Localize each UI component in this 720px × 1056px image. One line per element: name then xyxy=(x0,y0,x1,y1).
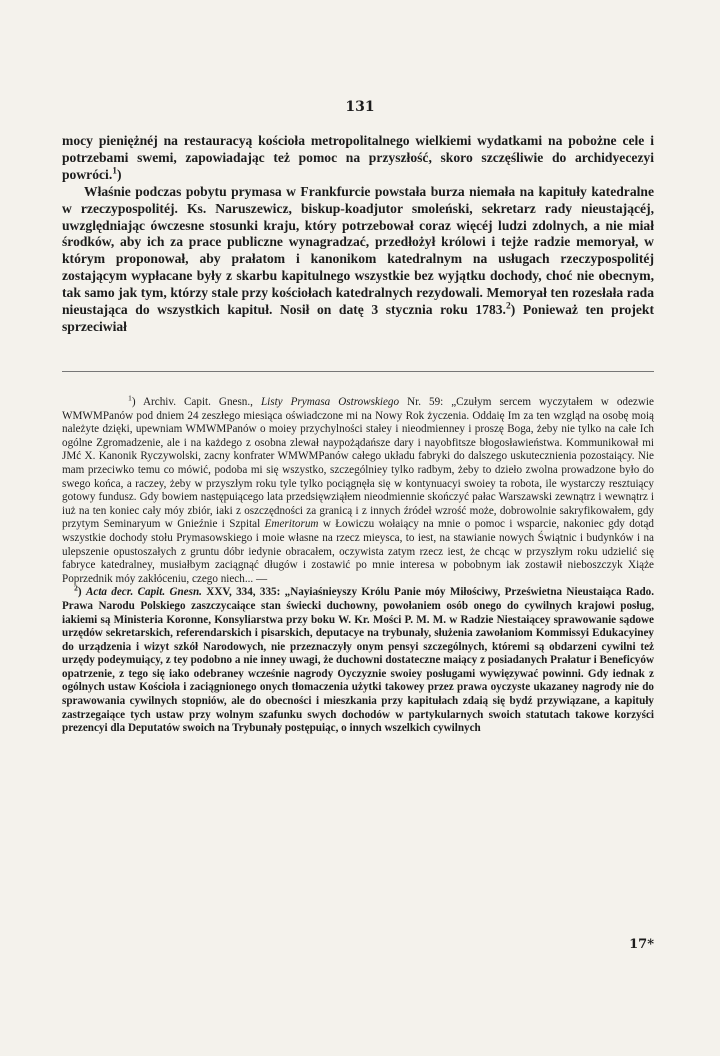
footnote-2: $^2$) Acta decr. Capit. Gnesn. XXV, 334, 335: „Nayiaśnieyszy Królu Panie móy Miłościwy, Prześwietna Nieustaiąca Rado. Prawa Narodu Polskiego zaszczycaiące stan świecki duchowny, powołaniem osób onego do cywilnych krajowi posług, iakiemi są Ministeria Koronne, Konsyliarstwa przy boku W. Kr. Mości P. M. M. w Radzie Niestaiącey sprawowanie sądowe urzędów sekretarskich, referendarskich i pisarskich, deputacye na trybunały, służenia zawołaniom Kommissyi Edukacyiney do urządzenia i wizyt szkół Narodowych, nie przeznaczyły onym pensyi szczególnych, któremi są obdarzeni cywilni też urzędy podeymuiący, z tey podobno a nie inney uwagi, że duchowni dostateczne maiący z posiadanych Prałatur i Beneficyów opatrzenie, z tego się iako odebraney wcześnie nagrody Oyczyznie swoiey posługami wywięzywać powinni. Gdy iednak z ogólnych ustaw Kościoła i zaciągnionego onych tłomaczenia użytki takowey przez prawa oyczyste ukazaney nagrody nie do sprawowania cywilnych stopniów, ale do obecności i mieszkania przy kapitułach zdaią się bydź przywiązane, a kapituły zastrzegaiące tych ustaw przy wolnym szafunku swych dochodów w partykularnych swoich statutach takowe korzyści prezencyi dla Deputatów swoich na Trybunały postępuiąc, o innych wszelkich cywilnych xyxy=(62,583,654,735)
footnote-1-text-2: w Łowiczu wołaiący na mnie o pomoc i wsparcie, nakoniec gdy dotąd wszystkie dochody stołu Prymasowskiego i moie własne na rzecz mieysca, to iest, na stawianie nowych Świątnic i budynków i na ulepszenie opustoszałych z gruntu dóbr iedynie obracałem, oczywista zatym rzecz iest, że chcąc w przyszłym roku udzielić się fabryce katedralney, musiałbym zaciągnąć długów i zostawić po mnie interesa w pobobnym iak zostawił nieboszczyk Xiąże Poprzednik móy zakłóceniu, czego niech... — xyxy=(62,518,654,585)
footnote-2-mark: 2 xyxy=(74,583,78,593)
paragraph-2: Właśnie podczas pobytu prymasa w Frankfurcie powstała burza niemała na kapituły katedralne w rzeczypospolitéj. Ks. Naruszewicz, biskup-koadjutor smoleński, sekretarz rady nieustającéj, uwzględniając ówczesne stosunki kraju, który potrzebował coraz więcéj ludzi zdolnych, a nie miał środków, aby ich za prace publiczne wynagradzać, przedłożył królowi i tejże radzie memoryał, w którym proponował, aby prałatom i kanonikom katedralnym na usługach rzeczypospolitéj zostającym wypłacane były z skarbu kapitulnego wszystkie bez wyjątku dochody, choć nie obecnym, tak samo jak tym, którzy stale przy kościołach katedralnych rezydowali. Memoryał ten rozesłała rada nieustająca do wszystkich kapituł. Nosił on datę 3 stycznia roku 1783.$^2$) Ponieważ ten projekt sprzeciwiał xyxy=(62,183,654,334)
footnote-separator xyxy=(62,371,654,372)
paragraph-2-tail: Ponieważ ten projekt sprzeciwiał xyxy=(62,302,654,334)
page-number: 131 xyxy=(345,99,375,115)
paragraph-1: mocy pieniężnéj na restauracyą kościoła metropolitalnego wielkiemi wydatkami na pobożne cele i potrzebami swemi, zapowiadając też pomoc na przyszłość, skoro szczęśliwie do archidyecezyi powróci.$^1$) xyxy=(62,133,654,182)
footnotes xyxy=(62,393,654,736)
footnote-1-emeritorum: Emeritorum xyxy=(264,518,319,531)
footnote-1-mark: 1 xyxy=(128,393,132,403)
footnote-1-text: Nr. 59: „Czułym sercem wyczytałem w odezwie WMWMPanów pod dniem 24 zeszłego miesiąca oświadczone mi na Nowy Rok życzenia. Oddaię Im za ten wzgląd na osobę moią należyte dzięki, upewniam WMWMPanów o moiey przychylności stałey i nieodmienney i proszę Boga, żeby nie tylko na całe Ich ogólne Zgromadzenie, ale i na każdego z osobna zlewał naypożądańsze dary i nayobfitsze błogosławieństwa. Kommunikował mi JMć X. Kanonik Ryczywolski, zacny konfrater WMWMPanów całego układu fabryki do dalszego uskutecznienia pozostaiący. Nie mam przeciwko temu co mówić, podoba mi się wszystko, szczególniey tylko radbym, żeby to dzieło zwolna prowadzone było do swego końca, a raczey, żeby w przyszłym roku tyle tylko pociągnęła się w kontynuacyi swoiey ta robota, ile wystarczy resztuiący gotowy fundusz. Gdy bowiem następuiącego lata przedsięwziąłem nieodmiennie skończyć pałac Warszawski zewnątrz i wewnątrz i iuż na ten koniec cały móy zbiór, iaki z oszczędności za granicą i z innych źródeł wzrość może, dobrowolnie sakryfikowałem, gdy przytym Seminaryum w Gnieźnie i Szpital xyxy=(62,396,654,531)
footnote-2-source: Acta decr. Capit. Gnesn. xyxy=(85,586,202,599)
footnote-ref-2: 2 xyxy=(505,301,511,312)
footnote-2-text: XXV, 334, 335: „Nayiaśnieyszy Królu Panie móy Miłościwy, Prześwietna Nieustaiąca Rado. Prawa Narodu Polskiego zaszczycaiące stan świecki duchowny, powołaniem osób onego do cywilnych krajowi posług, iakiemi są Ministeria Koronne, Konsyliarstwa przy boku W. Kr. Mości P. M. M. w Radzie Niestaiącey sprawowanie sądowe urzędów sekretarskich, referendarskich i pisarskich, deputacye na trybunały, służenia zawołaniom Kommissyi Edukacyiney do urządzenia i wizyt szkół Narodowych, nie przeznaczyły onym pensyi szczególnych, któremi są obdarzeni cywilni też urzędy podeymuiący, z tey podobno a nie inney uwagi, że duchowni dostateczne maiący z posiadanych Prałatur i Beneficyów opatrzenie, z tego się iako odebraney wcześnie nagrody Oyczyznie swoiey posługami wywięzywać powinni. Gdy iednak z ogólnych ustaw Kościoła i zaciągnionego onych tłomaczenia użytki takowey przez prawa oyczyste ukazaney nagrody nie do sprawowania cywilnych stopniów, ale do obecności i mieszkania przy kapitułach zdaią się bydź przywiązane, a kapituły zastrzegaiące tych ustaw przy wolnym szafunku swych dochodów w partykularnych swoich statutach takowe korzyści prezencyi dla Deputatów swoich na Trybunały postępuiąc, o innych wszelkich cywilnych xyxy=(62,586,654,735)
footnote-1: $^1$) Archiv. Capit. Gnesn., Listy Prymasa Ostrowskiego Nr. 59: „Czułym sercem wyczytałem w odezwie WMWMPanów pod dniem 24 zeszłego miesiąca oświadczone mi na Nowy Rok życzenia. Oddaię Im za ten wzgląd na osobę moią należyte dzięki, upewniam WMWMPanów o moiey przychylności stałey i nieodmienney i proszę Boga, żeby nie tylko na całe Ich ogólne Zgromadzenie, ale i na każdego z osobna zlewał naypożądańsze dary i nayobfitsze błogosławieństwa. Kommunikował mi JMć X. Kanonik Ryczywolski, zacny konfrater WMWMPanów całego układu fabryki do dalszego uskutecznienia pozostaiący. Nie mam przeciwko temu co mówić, podoba mi się wszystko, szczególniey tylko radbym, żeby to dzieło zwolna prowadzone było do swego końca, a raczey, żeby w przyszłym roku tyle tylko pociągnęła się w kontynuacyi swoiey ta robota, ile wystarczy resztuiący gotowy fundusz. Gdy bowiem następuiącego lata przedsięwziąłem nieodmiennie skończyć pałac Warszawski zewnątrz i wewnątrz i iuż na ten koniec cały móy zbiór, iaki z oszczędności za granicą i z innych źródeł wzrość może, dobrowolnie sakryfikowałem, gdy przytym Seminaryum w Gnieźnie i Szpital Emeritorum w Łowiczu wołaiący na mnie o pomoc i wsparcie, nakoniec gdy dotąd wszystkie dochody stołu Prymasowskiego i moie własne na rzecz mieysca, to iest, na stawianie nowych Świątnic i budynków i na ulepszenie opustoszałych z gruntu dóbr iedynie obracałem, oczywista zatym rzecz iest, że chcąc w przyszłym roku udzielić się fabryce katedralney, musiałbym zaciągnąć długów i zostawić po mnie interesa w pobobnym iak zostawił nieboszczyk Xiąże Poprzednik móy zakłóceniu, czego niech... — xyxy=(62,393,654,585)
signature-mark: 17* xyxy=(629,937,654,952)
footnote-1-source: Archiv. Capit. Gnesn., xyxy=(143,396,253,408)
paragraph-2-text: Właśnie podczas pobytu prymasa w Frankfurcie powstała burza niemała na kapituły katedralne w rzeczypospolitéj. Ks. Naruszewicz, biskup-koadjutor smoleński, sekretarz rady nieustającéj, uwzględniając ówczesne stosunki kraju, który potrzebował coraz więcéj ludzi zdolnych, a nie miał środków, aby ich za prace publiczne wynagradzać, przedłożył królowi i tejże radzie memoryał, w którym proponował, aby prałatom i kanonikom katedralnym na usługach rzeczypospolitéj zostającym wypłacane były z skarbu kapitulnego wszystkie bez wyjątku dochody, choć nie obecnym, tak samo jak tym, którzy stale przy kościołach katedralnych rezydowali. Memoryał ten rozesłała rada nieustająca do wszystkich kapituł. Nosił on datę 3 stycznia roku 1783. xyxy=(62,183,654,318)
main-text xyxy=(62,133,654,336)
footnote-ref-1: 1 xyxy=(112,166,117,177)
footnote-1-title: Listy Prymasa Ostrowskiego xyxy=(260,396,400,408)
paragraph-1-text: mocy pieniężnéj na restauracyą kościoła metropolitalnego wielkiemi wydatkami na pobożne cele i potrzebami swemi, zapowiadając też pomoc na przyszłość, skoro szczęśliwie do archidyecezyi powróci. xyxy=(62,133,654,182)
